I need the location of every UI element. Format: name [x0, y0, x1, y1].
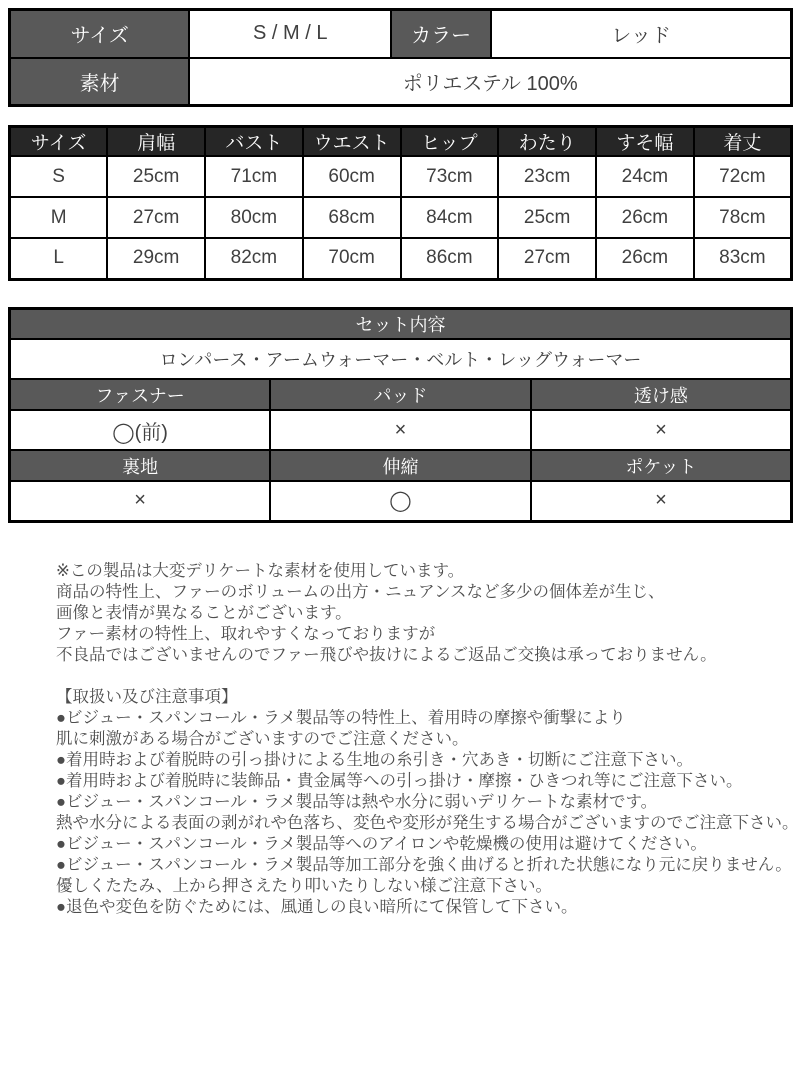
size-chart-table — [8, 125, 793, 281]
feature-header-row-2 — [10, 450, 792, 481]
set-contents-value: ロンパース・アームウォーマー・ベルト・レッグウォーマー — [10, 339, 792, 379]
color-label: カラー — [391, 10, 491, 58]
note-line: 商品の特性上、ファーのボリュームの出方・ニュアンスなど多少の個体差が生じ、 — [56, 582, 665, 601]
note-line: ●着用時および着脱時の引っ掛けによる生地の糸引き・穴あき・切断にご注意下さい。 — [56, 750, 693, 769]
info-table — [8, 8, 793, 107]
size-chart-header-cell: バスト — [205, 127, 303, 157]
fastener-value: ◯(前) — [10, 410, 271, 450]
size-chart-cell: 80cm — [205, 197, 303, 238]
note-line: 不良品ではございませんのでファー飛びや抜けによるご返品ご交換は承っておりません。 — [56, 645, 717, 664]
lining-value: × — [10, 481, 271, 521]
note-line: 熱や水分による表面の剥がれや色落ち、変色や変形が発生する場合がございますのでご注意下さい。 — [56, 813, 799, 832]
size-chart-row-l — [10, 238, 792, 279]
size-chart-cell: 60cm — [303, 156, 401, 197]
size-chart-header-cell: サイズ — [10, 127, 108, 157]
lining-label: 裏地 — [10, 450, 271, 481]
note-line: ※この製品は大変デリケートな素材を使用しています。 — [56, 561, 465, 580]
paragraph-gap — [56, 666, 782, 687]
stretch-value: ◯ — [270, 481, 531, 521]
size-chart-cell: 26cm — [596, 238, 694, 279]
set-header-row — [10, 308, 792, 339]
size-chart-cell: M — [10, 197, 108, 238]
note-line: 画像と表情が異なることがございます。 — [56, 603, 352, 622]
feature-value-row-1 — [10, 410, 792, 450]
care-notes — [8, 561, 799, 918]
size-chart-cell: 70cm — [303, 238, 401, 279]
note-line: ●ビジュー・スパンコール・ラメ製品等の特性上、着用時の摩擦や衝撃により — [56, 708, 626, 727]
size-chart-header-cell: 着丈 — [694, 127, 792, 157]
size-chart-row-m — [10, 197, 792, 238]
feature-header-row-1 — [10, 379, 792, 410]
size-chart-header-row — [10, 127, 792, 157]
set-contents-table — [8, 307, 793, 523]
size-chart-cell: 25cm — [107, 156, 205, 197]
note-line: ●退色や変色を防ぐためには、風通しの良い暗所にて保管して下さい。 — [56, 897, 578, 916]
size-chart-header-cell: 肩幅 — [107, 127, 205, 157]
pad-value: × — [270, 410, 531, 450]
feature-value-row-2 — [10, 481, 792, 521]
size-chart-header-cell: ウエスト — [303, 127, 401, 157]
size-chart-header-cell: ヒップ — [401, 127, 499, 157]
pocket-value: × — [531, 481, 792, 521]
pad-label: パッド — [270, 379, 531, 410]
size-chart-cell: 72cm — [694, 156, 792, 197]
size-chart-cell: 78cm — [694, 197, 792, 238]
fastener-label: ファスナー — [10, 379, 271, 410]
note-line: ファー素材の特性上、取れやすくなっておりますが — [56, 624, 436, 643]
size-chart-header-cell: すそ幅 — [596, 127, 694, 157]
size-chart-cell: 27cm — [498, 238, 596, 279]
color-value: レッド — [491, 10, 791, 58]
note-line: 優しくたたみ、上から押さえたり叩いたりしない様ご注意下さい。 — [56, 876, 552, 895]
pocket-label: ポケット — [531, 450, 792, 481]
note-line: ●ビジュー・スパンコール・ラメ製品等へのアイロンや乾燥機の使用は避けてください。 — [56, 834, 707, 853]
size-chart-cell: 23cm — [498, 156, 596, 197]
size-value: S / M / L — [189, 10, 391, 58]
sheerness-value: × — [531, 410, 792, 450]
sheerness-label: 透け感 — [531, 379, 792, 410]
size-chart-cell: 24cm — [596, 156, 694, 197]
set-contents-row — [10, 339, 792, 379]
set-contents-header: セット内容 — [10, 308, 792, 339]
size-chart-cell: S — [10, 156, 108, 197]
size-chart-cell: 83cm — [694, 238, 792, 279]
size-chart-header-cell: わたり — [498, 127, 596, 157]
size-chart-cell: 73cm — [401, 156, 499, 197]
size-chart-cell: 86cm — [401, 238, 499, 279]
stretch-label: 伸縮 — [270, 450, 531, 481]
size-chart-cell: 27cm — [107, 197, 205, 238]
handling-notes-heading: 【取扱い及び注意事項】 — [56, 687, 238, 706]
info-row-material — [10, 58, 792, 106]
info-row-size-color — [10, 10, 792, 58]
material-label: 素材 — [10, 58, 190, 106]
size-chart-cell: 29cm — [107, 238, 205, 279]
note-line: ●着用時および着脱時に装飾品・貴金属等への引っ掛け・摩擦・ひきつれ等にご注意下さい。 — [56, 771, 743, 790]
size-chart-cell: L — [10, 238, 108, 279]
size-label: サイズ — [10, 10, 190, 58]
size-chart-cell: 84cm — [401, 197, 499, 238]
size-chart-row-s — [10, 156, 792, 197]
note-line: ●ビジュー・スパンコール・ラメ製品等加工部分を強く曲げると折れた状態になり元に戻りません。 — [56, 855, 792, 874]
size-chart-cell: 26cm — [596, 197, 694, 238]
size-chart-cell: 71cm — [205, 156, 303, 197]
note-line: ●ビジュー・スパンコール・ラメ製品等は熱や水分に弱いデリケートな素材です。 — [56, 792, 658, 811]
size-chart-cell: 68cm — [303, 197, 401, 238]
size-chart-cell: 25cm — [498, 197, 596, 238]
note-line: 肌に刺激がある場合がございますのでご注意ください。 — [56, 729, 469, 748]
material-value: ポリエステル 100% — [189, 58, 791, 106]
size-chart-cell: 82cm — [205, 238, 303, 279]
